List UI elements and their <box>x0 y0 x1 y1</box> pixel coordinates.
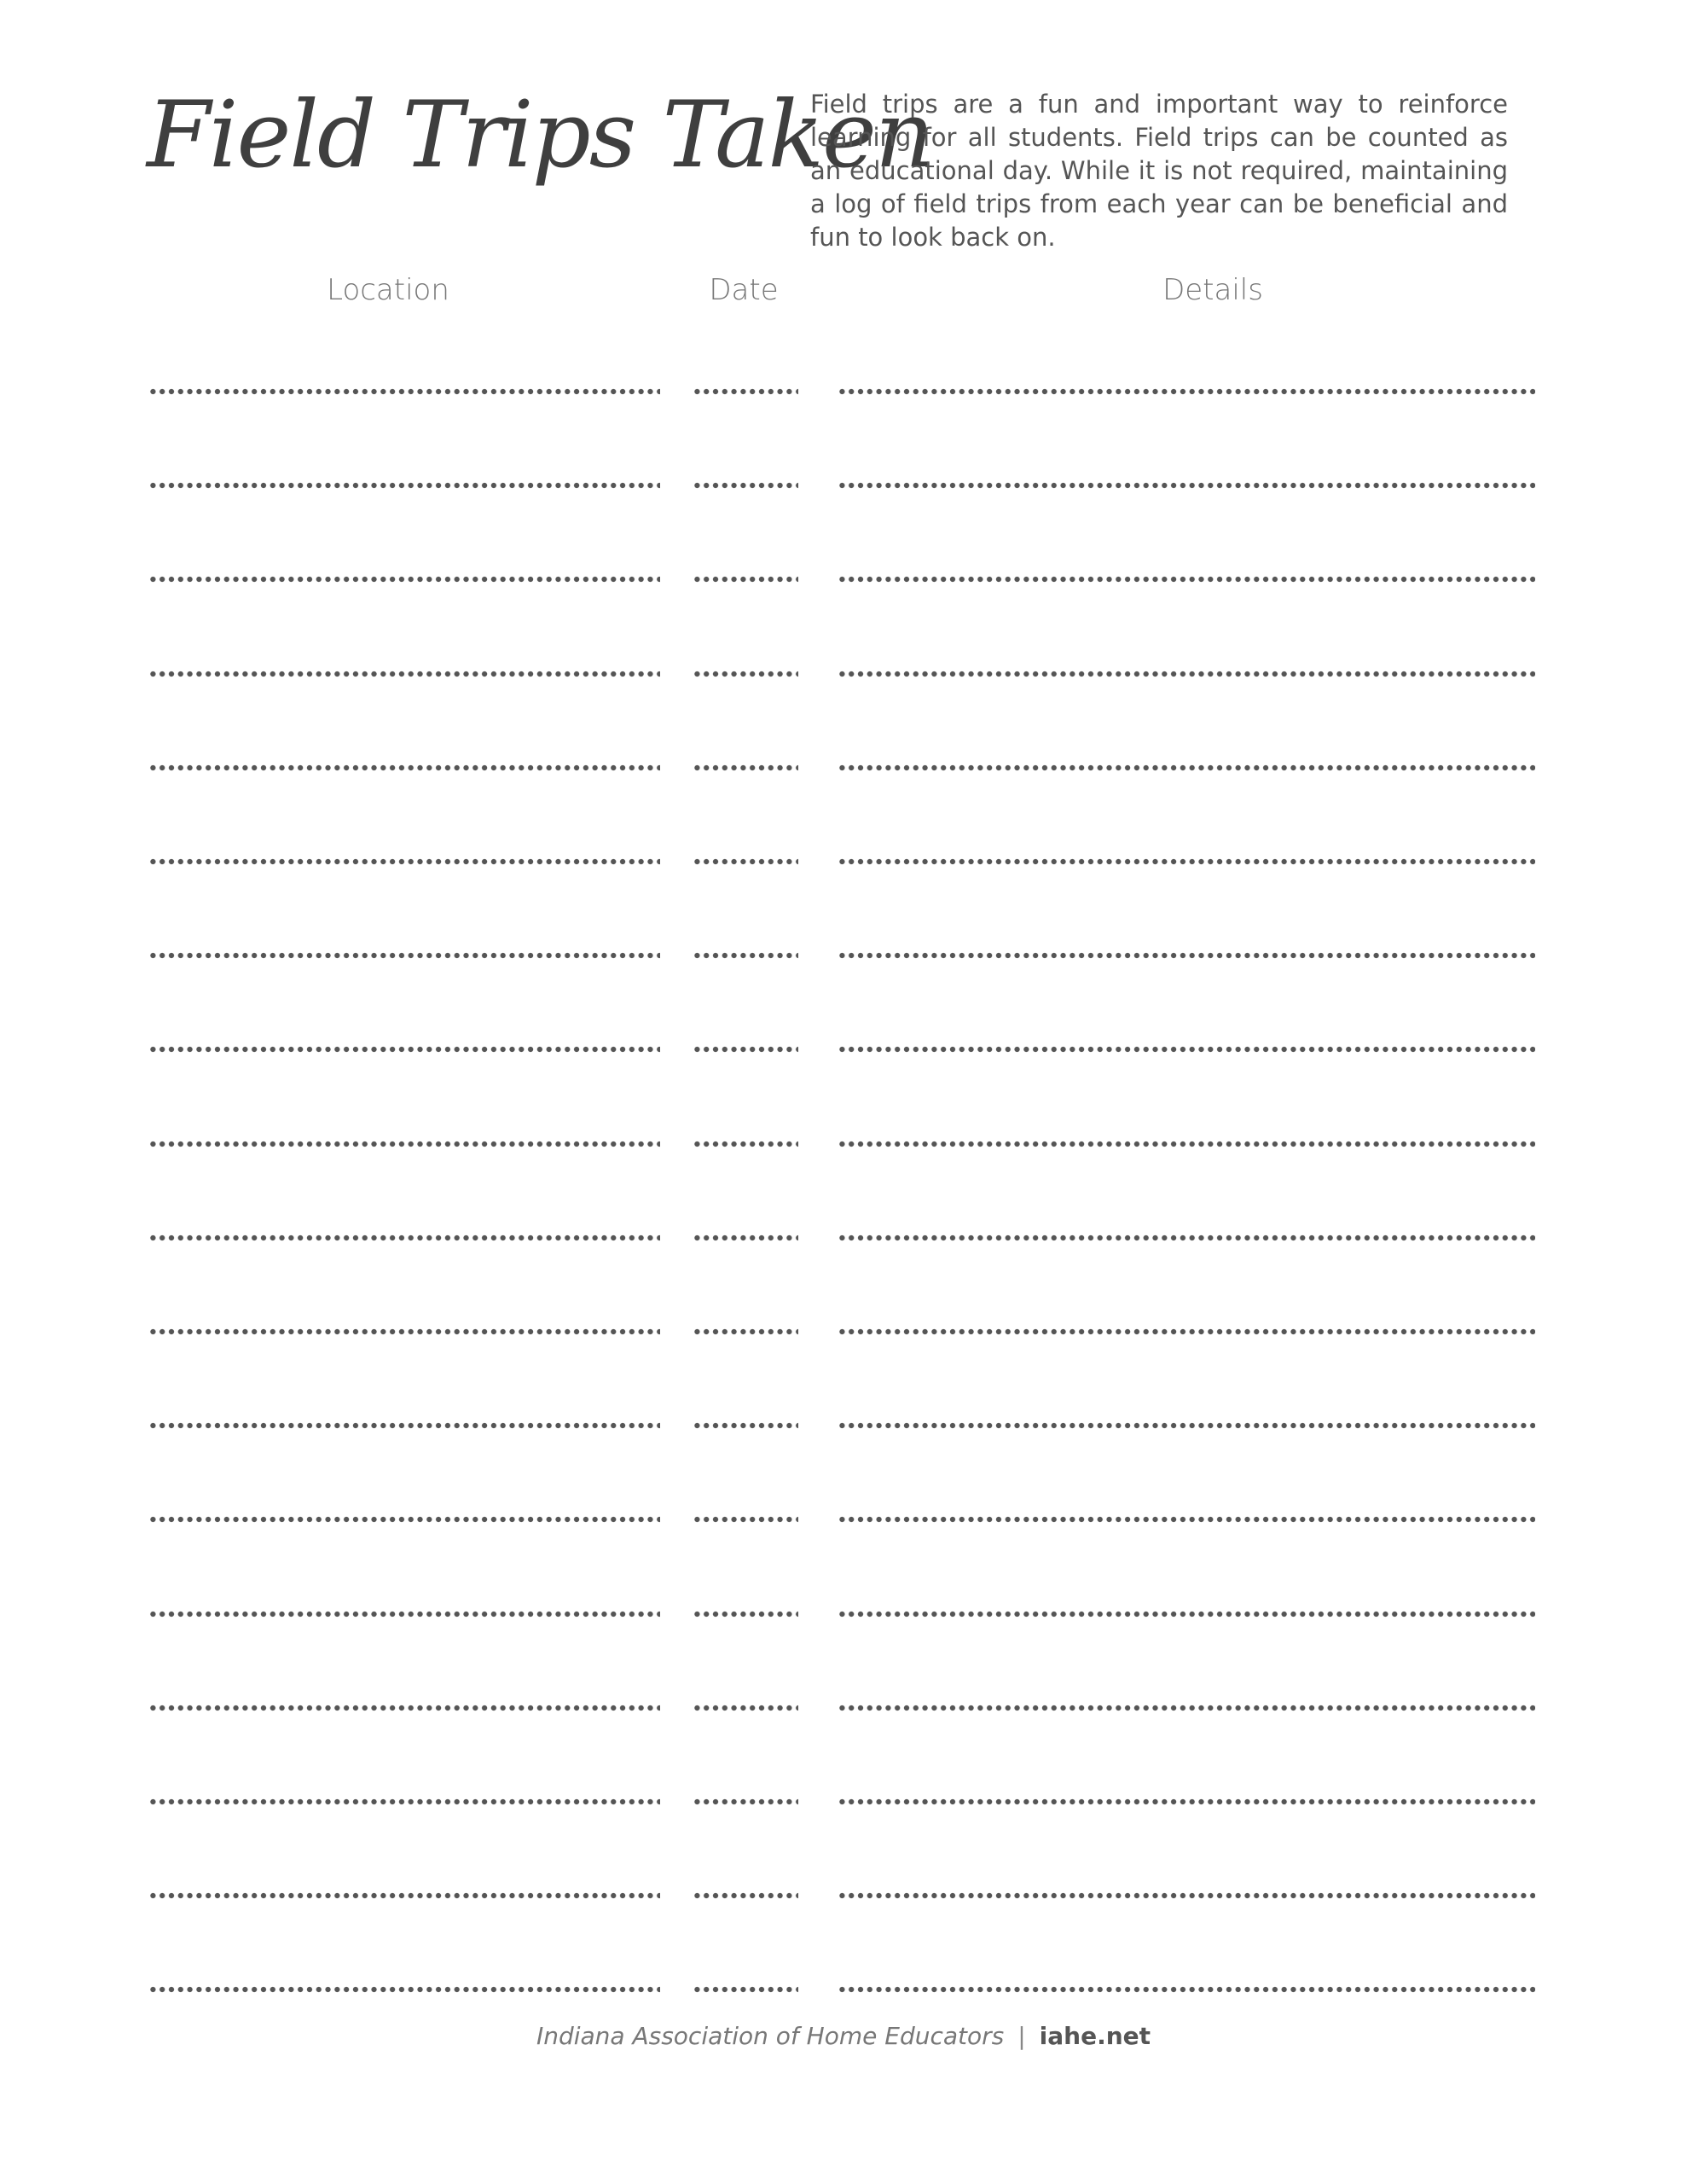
location-blank[interactable] <box>148 1611 660 1618</box>
details-blank[interactable] <box>838 952 1535 959</box>
details-blank[interactable] <box>838 388 1535 395</box>
location-blank[interactable] <box>148 952 660 959</box>
column-header-date: Date <box>709 273 779 307</box>
date-blank[interactable] <box>693 764 798 771</box>
log-row <box>0 1234 1687 1245</box>
log-row <box>0 1046 1687 1056</box>
date-blank[interactable] <box>693 1611 798 1618</box>
date-blank[interactable] <box>693 1986 798 1993</box>
date-blank[interactable] <box>693 1892 798 1899</box>
log-row <box>0 1328 1687 1339</box>
log-row <box>0 1986 1687 1996</box>
log-row <box>0 482 1687 492</box>
location-blank[interactable] <box>148 1705 660 1711</box>
location-blank[interactable] <box>148 1892 660 1899</box>
details-blank[interactable] <box>838 1516 1535 1523</box>
log-row <box>0 1141 1687 1151</box>
log-row <box>0 952 1687 962</box>
date-blank[interactable] <box>693 1798 798 1805</box>
page-title: Field Trips Taken <box>147 82 933 189</box>
location-blank[interactable] <box>148 482 660 489</box>
footer-separator: | <box>1017 2022 1026 2050</box>
log-row <box>0 388 1687 398</box>
date-blank[interactable] <box>693 671 798 677</box>
details-blank[interactable] <box>838 576 1535 583</box>
log-row <box>0 1892 1687 1902</box>
date-blank[interactable] <box>693 952 798 959</box>
column-header-details: Details <box>1162 273 1263 307</box>
details-blank[interactable] <box>838 1328 1535 1335</box>
date-blank[interactable] <box>693 1141 798 1147</box>
location-blank[interactable] <box>148 1234 660 1241</box>
details-blank[interactable] <box>838 1892 1535 1899</box>
footer <box>0 2022 1687 2050</box>
intro-paragraph: Field trips are a fun and important way to reinforce learning for all students. Field trips can be counted as an educational day. While it is not required, maintaining a log of field trips from each year can be beneficial and fun to look back on. <box>810 90 1508 252</box>
location-blank[interactable] <box>148 764 660 771</box>
location-blank[interactable] <box>148 671 660 677</box>
details-blank[interactable] <box>838 482 1535 489</box>
column-header-location: Location <box>327 273 449 307</box>
location-blank[interactable] <box>148 1328 660 1335</box>
details-blank[interactable] <box>838 1234 1535 1241</box>
date-blank[interactable] <box>693 1328 798 1335</box>
details-blank[interactable] <box>838 1422 1535 1429</box>
log-row <box>0 671 1687 681</box>
date-blank[interactable] <box>693 1705 798 1711</box>
details-blank[interactable] <box>838 1705 1535 1711</box>
log-row <box>0 1705 1687 1715</box>
location-blank[interactable] <box>148 1798 660 1805</box>
location-blank[interactable] <box>148 1516 660 1523</box>
details-blank[interactable] <box>838 1141 1535 1147</box>
footer-organization: Indiana Association of Home Educators <box>536 2022 1005 2050</box>
date-blank[interactable] <box>693 576 798 583</box>
location-blank[interactable] <box>148 1422 660 1429</box>
location-blank[interactable] <box>148 1141 660 1147</box>
log-row <box>0 576 1687 586</box>
details-blank[interactable] <box>838 1046 1535 1053</box>
location-blank[interactable] <box>148 388 660 395</box>
date-blank[interactable] <box>693 1516 798 1523</box>
log-row <box>0 1798 1687 1809</box>
details-blank[interactable] <box>838 1986 1535 1993</box>
log-row <box>0 1611 1687 1621</box>
location-blank[interactable] <box>148 1046 660 1053</box>
footer-website: iahe.net <box>1039 2022 1151 2050</box>
details-blank[interactable] <box>838 764 1535 771</box>
details-blank[interactable] <box>838 858 1535 865</box>
date-blank[interactable] <box>693 1046 798 1053</box>
log-row <box>0 764 1687 775</box>
location-blank[interactable] <box>148 576 660 583</box>
date-blank[interactable] <box>693 388 798 395</box>
details-blank[interactable] <box>838 1798 1535 1805</box>
log-row <box>0 1422 1687 1432</box>
details-blank[interactable] <box>838 1611 1535 1618</box>
date-blank[interactable] <box>693 1422 798 1429</box>
date-blank[interactable] <box>693 482 798 489</box>
date-blank[interactable] <box>693 1234 798 1241</box>
log-row <box>0 858 1687 868</box>
location-blank[interactable] <box>148 1986 660 1993</box>
location-blank[interactable] <box>148 858 660 865</box>
date-blank[interactable] <box>693 858 798 865</box>
log-row <box>0 1516 1687 1526</box>
details-blank[interactable] <box>838 671 1535 677</box>
